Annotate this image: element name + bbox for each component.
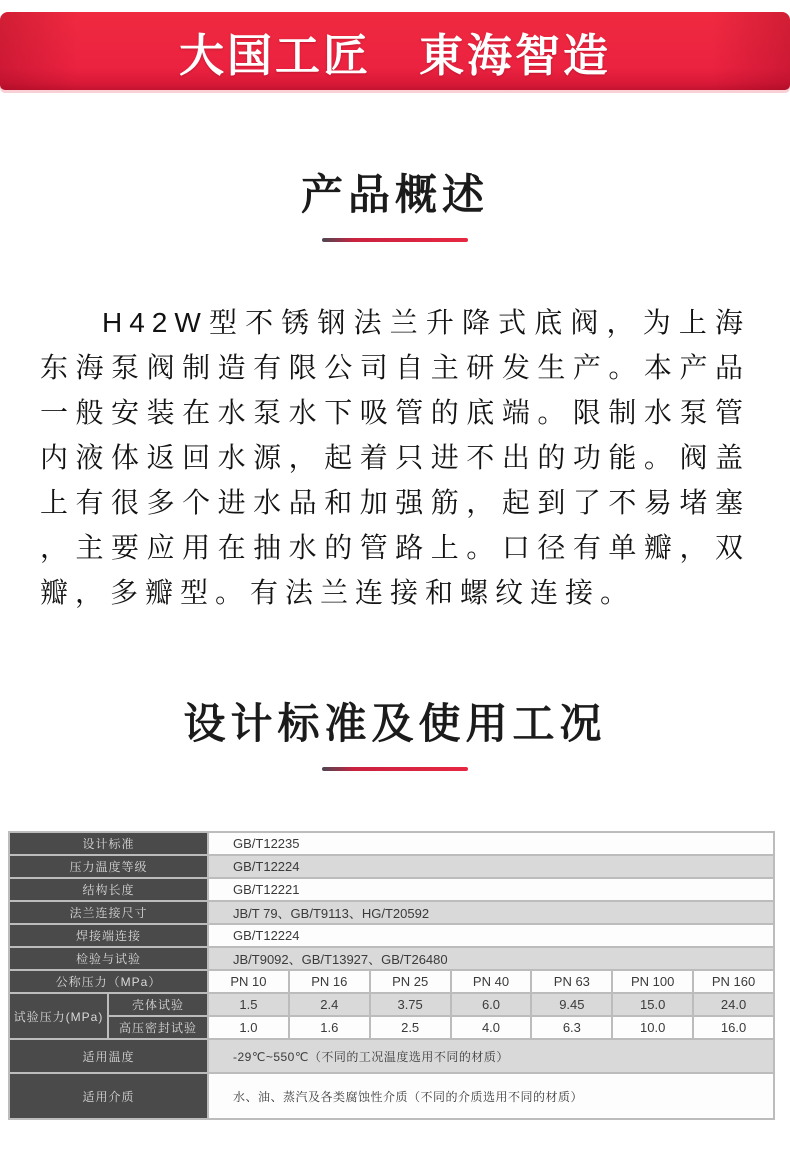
weld-end-connection-value: GB/T12224 [209,925,773,946]
seal-test-cell: 1.6 [290,1017,369,1038]
shell-test-label: 壳体试验 [109,994,207,1015]
pn-cell: PN 10 [209,971,288,992]
pressure-temp-rating-value: GB/T12224 [209,856,773,877]
shell-test-cell: 24.0 [694,994,773,1015]
pn-cell: PN 40 [452,971,531,992]
brand-banner [0,12,790,90]
shell-test-cell: 15.0 [613,994,692,1015]
shell-test-cell: 1.5 [209,994,288,1015]
pn-cell: PN 63 [532,971,611,992]
flange-connection-size-label: 法兰连接尺寸 [10,902,207,923]
shell-test-cell: 9.45 [532,994,611,1015]
shell-test-cell: 2.4 [290,994,369,1015]
inspection-test-label: 检验与试验 [10,948,207,969]
weld-end-connection-label: 焊接端连接 [10,925,207,946]
design-standard-label: 设计标准 [10,833,207,854]
applicable-media-value: 水、油、蒸汽及各类腐蚀性介质（不同的介质选用不同的材质） [209,1074,773,1118]
applicable-media-label: 适用介质 [10,1074,207,1118]
nominal-pressure-label: 公称压力（MPa） [10,971,207,992]
high-pressure-seal-test-label: 高压密封试验 [109,1017,207,1038]
applicable-temperature-value: -29℃~550℃（不同的工况温度选用不同的材质） [209,1040,773,1072]
overview-paragraph: H42W型不锈钢法兰升降式底阀，为上海东海泵阀制造有限公司自主研发生产。本产品一般安装在水泵水下吸管的底端。限制水泵管内液体返回水源，起着只进不出的功能。阀盖上有很多个进水品和加强筋，起到了不易堵塞，主要应用在抽水的管路上。口径有单瓣，双瓣，多瓣型。有法兰连接和螺纹连接。 [40,307,750,608]
seal-test-cell: 1.0 [209,1017,288,1038]
title-underline-decoration [322,238,468,242]
pn-cell: PN 160 [694,971,773,992]
specs-section-title: 设计标准及使用工况 [183,700,607,747]
seal-test-cell: 2.5 [371,1017,450,1038]
pn-cell: PN 16 [290,971,369,992]
seal-test-cell: 16.0 [694,1017,773,1038]
title-underline-decoration [322,767,468,771]
test-pressure-label: 试验压力(MPa) [10,994,107,1038]
structure-length-value: GB/T12221 [209,879,773,900]
structure-length-label: 结构长度 [10,879,207,900]
design-standard-value: GB/T12235 [209,833,773,854]
spec-table [8,831,775,1120]
pressure-temp-rating-label: 压力温度等级 [10,856,207,877]
seal-test-cell: 10.0 [613,1017,692,1038]
inspection-test-value: JB/T9092、GB/T13927、GB/T26480 [209,948,773,969]
applicable-temperature-label: 适用温度 [10,1040,207,1072]
seal-test-cell: 6.3 [532,1017,611,1038]
seal-test-cell: 4.0 [452,1017,531,1038]
overview-section-title: 产品概述 [300,171,489,218]
pn-cell: PN 100 [613,971,692,992]
shell-test-cell: 6.0 [452,994,531,1015]
brand-banner-text: 大国工匠 東海智造 [178,29,611,81]
pn-cell: PN 25 [371,971,450,992]
flange-connection-size-value: JB/T 79、GB/T9113、HG/T20592 [209,902,773,923]
shell-test-cell: 3.75 [371,994,450,1015]
